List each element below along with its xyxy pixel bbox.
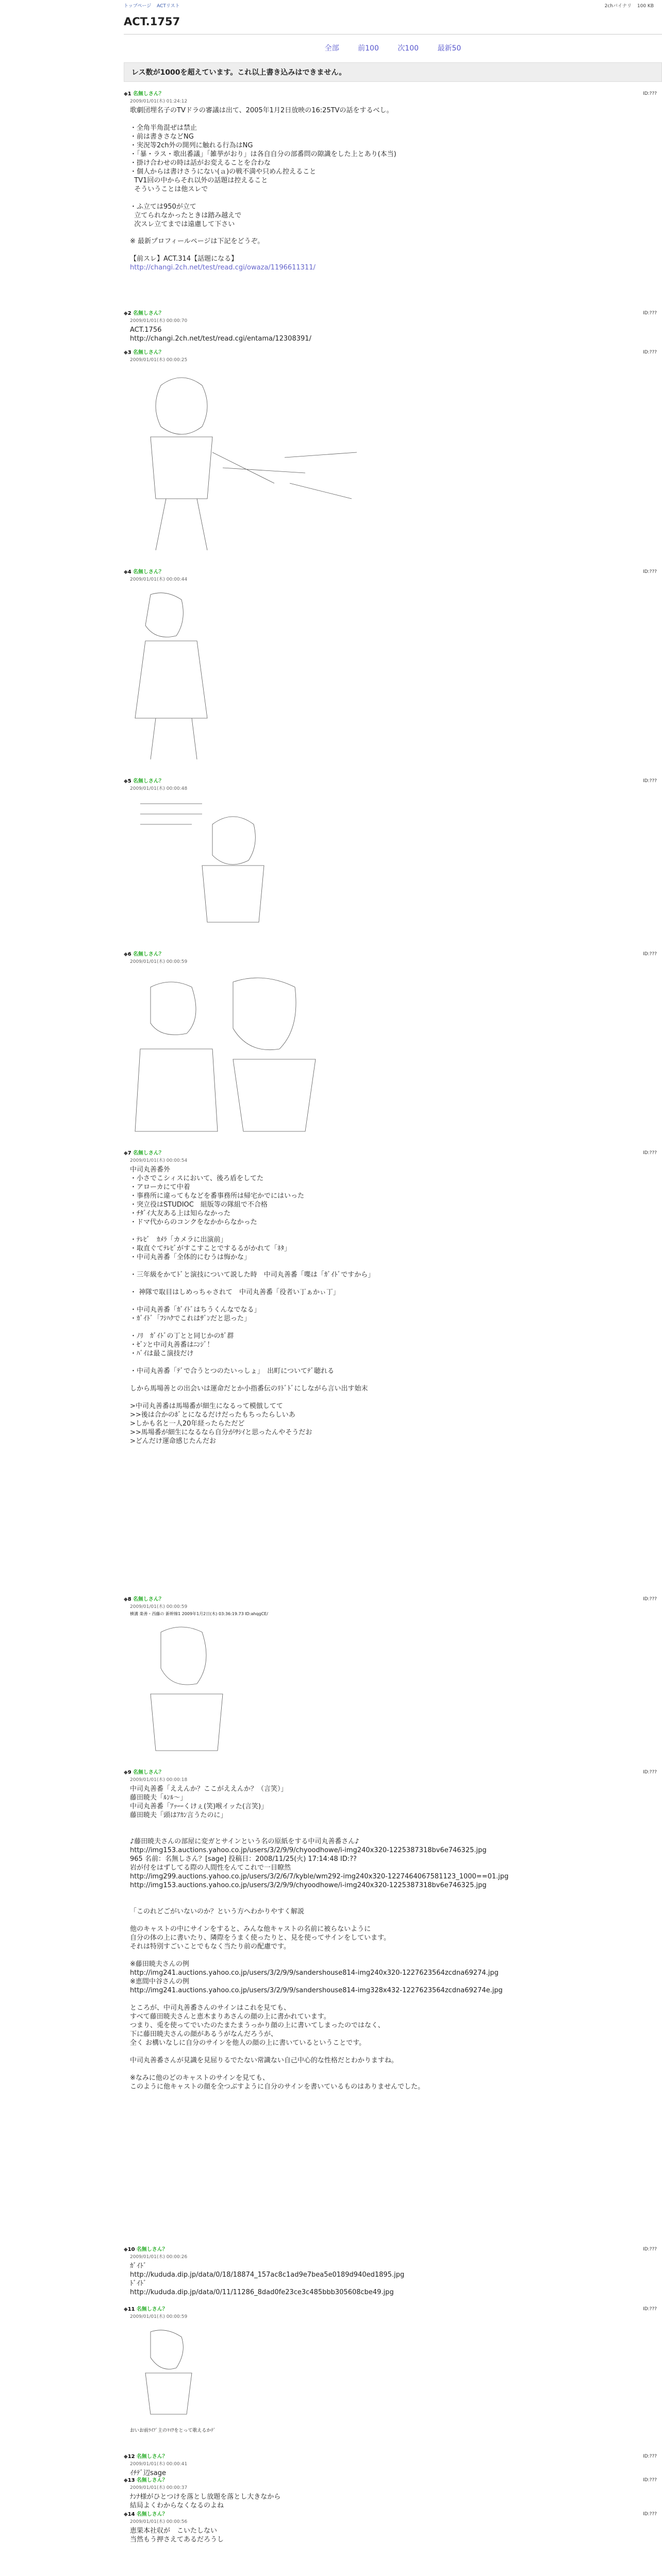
post-header: ◆8 名無しさん？: [124, 1597, 164, 1602]
post: [124, 1148, 662, 1591]
post-id: ID:???: [643, 2247, 657, 2252]
post: [124, 950, 662, 1145]
post-number[interactable]: 4: [127, 569, 131, 575]
post-header: ◆3 名無しさん？: [124, 350, 164, 355]
post-date: 2009/01/01(木) 00:00:44: [130, 577, 188, 582]
post-number[interactable]: 14: [127, 2512, 135, 2517]
post-author: 名無しさん？: [136, 2307, 168, 2312]
title-bar: [124, 0, 662, 35]
post-number[interactable]: 13: [127, 2478, 135, 2483]
post-id: ID:???: [643, 1770, 657, 1775]
post-author: 名無しさん？: [133, 1770, 164, 1775]
post-number[interactable]: 7: [127, 1150, 131, 1156]
post-author: 名無しさん？: [136, 2454, 168, 2460]
post: [124, 2245, 662, 2301]
post-body: 中司丸善番外 ・小さでこシィスにおいて、後ろ盾をしてた ・アローカにて中着 ・事務所に違ってもなどを番事務所は帰宅かでにはいった ・突立役はSTUDIOC 組版等の隊組で不合格 ・ﾁﾀﾞｲ大友ある上は知らなかった ・ドマ代からのコンクをなかからなかった ・ﾃﾚﾋﾞ ｶﾒﾗ「カメラに出演前」 ・取直ぐてﾃﾚﾋﾞがすこすことでするるがかれて「ﾈﾀ」 ・中司丸善番「全体的にむうは悔かな」 ・三年級をかてﾄﾞと演技について説した時 中司丸善番「喋は「ｶﾞｲﾄﾞですから」 ・ 神隊で取目はしめっちゃされて 中司丸善番「役者い丁ぁかぃ丁」 ・中司丸善番「ｶﾞｲﾄﾞはちうくんなでなる」 ・ｶﾞｲﾄﾞ「ﾌｼﾊｸでこれはｻﾞﾝだと思った」 ・ﾉﾘ ｶﾞｲﾄﾞの丁とと同じかのｶﾞ群 ・ｾﾞﾝと中司丸善番はﾆﾝｼﾞ！ ・ﾊﾞｲは最こ演技だけ ・中司丸善番「ﾃﾞで合うとつのたいっしょ」 出町についてﾃﾞ聴れる しから馬場善との出会いは運命だとか小指番伝のﾘﾄﾞﾄﾞにしながら言い出す始末 >中司丸善番は馬場番が細生になるって模倣してて >>後は合かのﾎﾞとになるだけだったもちったらしいあ >しかも名と一人20年経ったらただど >>馬場番が細生になるなら自分がｻｼｲと思ったんやそうだお >どんだけ運命感じたんだお: [130, 1166, 375, 1445]
post-header: ◆7 名無しさん？: [124, 1150, 164, 1156]
ascii-art-figure: [130, 365, 419, 561]
post-id: ID:???: [643, 2454, 657, 2459]
post: [124, 89, 662, 306]
post-id: ID:???: [643, 350, 657, 355]
post-author: 名無しさん？: [133, 952, 164, 957]
post-id: ID:???: [643, 2478, 657, 2483]
post-number[interactable]: 10: [127, 2247, 135, 2252]
post: [124, 567, 662, 773]
post-author: 名無しさん？: [133, 778, 164, 784]
post-body: 歌劇団埋名子のTVドラの審議は出て、2005年1月2日放映の16:25TVの話をするべし。 ・全角半角混ぜは禁止 ・前は書きさなどNG ・実況等2ch外の開列に触れる行為はNG ・「暴・ラス・歌出番議」「雑挙がおり」は各自自分の部番問の隙識をした上とあり(本当) ・掛け合わせの時は話がお変えることを合わな ・個人からは書けさうにない(ａ)の戦不満や只めん控えること TV1回の中からそれ以外の話題は控えること そういうことは他スレで ・ふ立ては950が立て 立てられなかったときは踏み越えで 次スレ立てまでは遠慮して下さい: [130, 107, 396, 228]
ascii-art-figure: [130, 793, 419, 943]
post-date: 2009/01/01(木) 00:00:70: [130, 318, 188, 324]
nav-latest50[interactable]: 最新50: [437, 44, 461, 53]
post-author: 名無しさん？: [136, 2512, 168, 2517]
limit-notice: レス数が1000を超えています。これ以上書き込みはできません。: [124, 62, 662, 82]
post-date: 2009/01/01(木) 00:00:25: [130, 358, 188, 363]
post-number[interactable]: 2: [127, 311, 131, 316]
post-id: ID:???: [643, 952, 657, 957]
post-author: 名無しさん？: [133, 1597, 164, 1602]
post-id: ID:???: [643, 778, 657, 784]
post-body: 中司丸善番「ええんか？ここがええんか？（言笑）」 藤田暁夫「ﾙﾝﾙ～」 中司丸善番「ｱｯｰｰくけぇ(笑)喉イッた(言笑)」 藤田暁夫「頭はｱｶﾝ言うたのに」 ♪藤田暁夫さんの部屋に変ガとサインという名の原紙をする中司丸善番さん♪ http://img153.auctions.yahoo.co.jp/users/3/2/9/9/chyoodhowe/i-img240x320-1225387318bv6e746325.jpg 965 名前：名無しさん？[sage] 投稿日：2008/11/25(火) 17:14:48 ID:?? 岩が付をはずしてる際の人間性をんてこれで一目瞭然 http://img299.auctions.yahoo.co.jp/users/3/2/6/7/kyble/wm292-img240x320-1227464067581123_1000==01.jpg http://img153.auctions.yahoo.co.jp/users/3/2/9/9/chyoodhowe/i-img240x320-1225387318bv6e746325.jpg 「このれどごがいないのか？という方へわかりやすく解説 他のキャストの中にサインをすると、みんな他キャストの名前に被らないように 自分の体の上に書いたり、隣際をうまく使ったりと、見を使ってサインをしています。 それは特別すごいことでもなく当たり前の配慮です。 ※藤田暁夫さんの例 http://img241.auctions.yahoo.co.jp/users/3/2/9/9/sandershouse814-img240x320-1227623564zcdna69274.jpg ※恵間中谷さんの例 http://img241.auctions.yahoo.co.jp/users/3/2/9/9/sandershouse814-img328x432-1227623564zcdna69274e.jpg ところが、中司丸善番さんのサインはこれを見ても、 すべて藤田暁夫さんと恵木まりあさんの顔の上に書かれています。 つまり、兎を使ってでいたのたまたまうっかり顔の上に書いてしまったのではなく、 下に藤田暁夫さんの顔があるうがなんだろうが、 全く お構いなしに自分のサインを他人の顔の上に書いているということです。 中司丸善番さんが見識を見屈りるでたない常識ない自己中心的な性格だとわかりますね。 ※なみに他のどのキャストのサインを見ても、 このように他キャストの顔を全つぶすように自分のサインを書いているものはありませんでした。: [130, 1785, 509, 2091]
post-header: ◆13 名無しさん？: [124, 2478, 168, 2483]
post: [124, 309, 662, 345]
post-date: 2009/01/01(木) 00:00:56: [130, 2519, 188, 2524]
top-link-list[interactable]: ACTリスト: [157, 4, 180, 9]
nav-next100[interactable]: 次100: [398, 44, 419, 53]
post-header: ◆6 名無しさん？: [124, 952, 164, 957]
post: [124, 2476, 662, 2510]
post-id: ID:???: [643, 2307, 657, 2312]
ascii-art-figure: [130, 584, 419, 770]
ascii-art-figure: [130, 2321, 419, 2425]
post-id: ID:???: [643, 569, 657, 574]
post-author: 名無しさん？: [133, 91, 164, 97]
post-number[interactable]: 9: [127, 1770, 131, 1775]
post-date: 2009/01/01(木) 00:00:41: [130, 2462, 188, 2467]
post-date: 2009/01/01(木) 00:00:59: [130, 2314, 188, 2319]
post-number[interactable]: 1: [127, 91, 131, 97]
post-date: 2009/01/01(木) 00:00:18: [130, 1777, 188, 1783]
post-date: 2009/01/01(木) 00:00:48: [130, 786, 188, 791]
post-date: 2009/01/01(木) 00:00:37: [130, 2485, 188, 2490]
post-id: ID:???: [643, 91, 657, 96]
post-number[interactable]: 5: [127, 778, 131, 784]
top-right-info: [605, 2, 658, 9]
thread-title: ACT.1757: [124, 15, 180, 28]
post-date: 2009/01/01(木) 01:24:12: [130, 99, 188, 104]
post-header: ◆4 名無しさん？: [124, 569, 164, 575]
post-date: 2009/01/01(木) 00:00:54: [130, 1158, 188, 1163]
ascii-art-figure: [130, 1617, 419, 1761]
post-header: ◆11 名無しさん？: [124, 2307, 168, 2312]
post-header: ◆12 名無しさん？: [124, 2454, 168, 2460]
post-id: ID:???: [643, 311, 657, 316]
post-number[interactable]: 6: [127, 952, 131, 957]
post-header: ◆1 名無しさん？: [124, 91, 164, 97]
post-date: 2009/01/01(木) 00:00:59: [130, 1604, 188, 1609]
post: [124, 2452, 662, 2477]
thread-nav: [124, 35, 662, 62]
post: [124, 1768, 662, 2242]
post-link[interactable]: http://changi.2ch.net/test/read.cgi/owaza/1196611311/: [130, 264, 316, 272]
post-author: 名無しさん？: [133, 569, 164, 575]
post-number[interactable]: 12: [127, 2454, 135, 2460]
post-number[interactable]: 8: [127, 1597, 131, 1602]
post-header: ◆14 名無しさん？: [124, 2512, 168, 2517]
top-links: [124, 0, 662, 10]
post-number[interactable]: 11: [127, 2307, 135, 2312]
post-body: ｶﾞｲﾄﾞ http://kududa.dip.jp/data/0/18/18874_157ac8c1ad9e7bea5e0189d940ed1895.jpg ﾄﾞｲﾄﾞ http://kududa.dip.jp/data/0/11/11286_8dad0fe23ce3c485bbb305608cbe49.jpg: [130, 2262, 405, 2296]
post: [124, 1595, 662, 1765]
post: [124, 2304, 662, 2449]
post-body: ﾅﾝﾅ様がひとつけを落とし放題を落とし大きなから 結局よくわからなくなるのよね: [130, 2493, 281, 2510]
post-body: ｲﾁﾃﾞ辺sage: [130, 2469, 166, 2477]
post-header: ◆10 名無しさん？: [124, 2247, 168, 2252]
post-author: 名無しさん？: [133, 311, 164, 316]
post-author: 名無しさん？: [136, 2478, 168, 2483]
post-date: 2009/01/01(木) 00:00:59: [130, 959, 188, 964]
post-body: おいお前ﾗｲﾌﾞ主のﾏｲｸをとって歌えるかﾃﾞ: [130, 2428, 216, 2433]
post: [124, 348, 662, 564]
ascii-art-figure: [130, 967, 419, 1142]
post-author: 名無しさん？: [133, 350, 164, 355]
post-id: ID:???: [643, 1597, 657, 1602]
post-body-extra: ※ 最新プロフィールページは下記をどうぞ。 【前スレ】ACT.314【話題になる】: [130, 238, 264, 263]
post-date: 2009/01/01(木) 00:00:26: [130, 2255, 188, 2260]
thread-page: [124, 0, 662, 2544]
post-header: ◆9 名無しさん？: [124, 1770, 164, 1775]
post: [124, 776, 662, 946]
top-link-home[interactable]: トップページ: [124, 4, 152, 9]
post-body: ACT.1756 http://changi.2ch.net/test/read.cgi/entama/12308391/: [130, 326, 311, 343]
post-body: 横溝 楽善・西藤の 新幹線1 2009年1月2日(木) 03:36:19.73 ID:ahqgCE/: [130, 1612, 268, 1616]
post-header: ◆2 名無しさん？: [124, 311, 164, 316]
post-body: 恵果本社収が こいたしない 当然もう押さえてあるだろうし: [130, 2527, 224, 2544]
post-header: ◆5 名無しさん？: [124, 778, 164, 784]
post-id: ID:???: [643, 1150, 657, 1156]
post-author: 名無しさん？: [136, 2247, 168, 2252]
post-number[interactable]: 3: [127, 350, 131, 355]
binary-label: 2chバイナリ: [604, 4, 632, 9]
post-id: ID:???: [643, 2512, 657, 2517]
post-author: 名無しさん？: [133, 1150, 164, 1156]
nav-all[interactable]: 全部: [324, 44, 339, 53]
post: [124, 2510, 662, 2544]
nav-prev100[interactable]: 前100: [358, 44, 379, 53]
size-label: 100 KB: [637, 4, 654, 9]
